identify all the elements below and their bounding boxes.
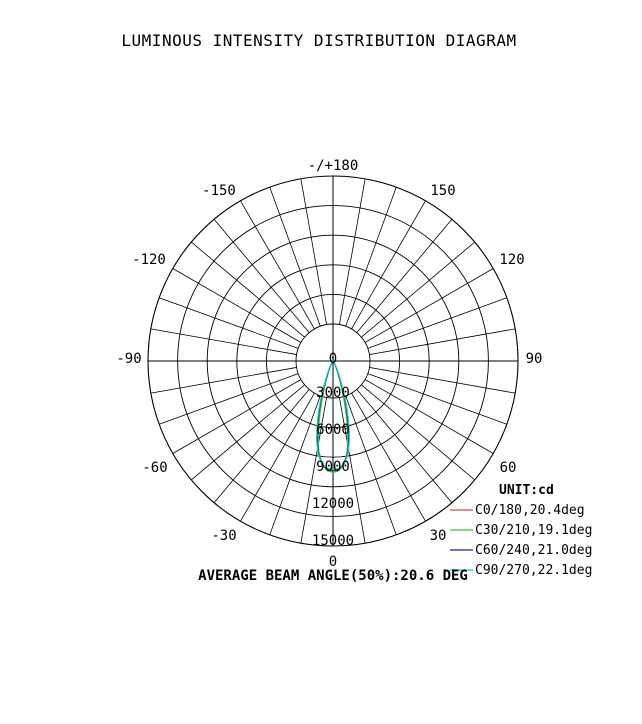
grid-spoke xyxy=(159,374,298,425)
average-beam-angle: AVERAGE BEAM ANGLE(50%):20.6 DEG xyxy=(198,568,468,584)
grid-spoke xyxy=(270,396,321,535)
legend-label-c60: C60/240,21.0deg xyxy=(475,543,593,558)
angle-label-60: 60 xyxy=(499,460,517,476)
grid-spoke xyxy=(270,187,321,326)
grid-spoke xyxy=(214,219,309,332)
grid-spoke xyxy=(369,329,515,355)
grid-spoke xyxy=(346,187,397,326)
grid-spoke xyxy=(369,367,515,393)
angle-label-120: 120 xyxy=(499,252,525,268)
grid-spoke xyxy=(357,389,452,502)
angle-label-neg90: -90 xyxy=(116,351,142,367)
grid-spoke xyxy=(151,367,297,393)
angle-label-neg150: -150 xyxy=(202,183,236,199)
angle-label-center: 0 xyxy=(328,351,338,367)
legend-label-c90: C90/270,22.1deg xyxy=(475,563,593,578)
ring-label-9000: 9000 xyxy=(316,459,350,475)
grid-spoke xyxy=(346,396,397,535)
ring-label-6000: 6000 xyxy=(316,422,350,438)
grid-spoke xyxy=(151,329,297,355)
legend-label-c30: C30/210,19.1deg xyxy=(475,523,593,538)
grid-spoke xyxy=(191,385,304,480)
angle-label-150: 150 xyxy=(430,183,456,199)
angle-label-0-bottom: 0 xyxy=(328,554,338,570)
angle-label-180: -/+180 xyxy=(307,158,359,174)
legend-label-c0: C0/180,20.4deg xyxy=(475,503,585,518)
ring-label-15000: 15000 xyxy=(311,533,355,549)
angle-label-90: 90 xyxy=(525,351,543,367)
ring-label-3000: 3000 xyxy=(316,385,350,401)
chart-title: LUMINOUS INTENSITY DISTRIBUTION DIAGRAM xyxy=(121,31,517,50)
legend-unit: UNIT:cd xyxy=(499,483,554,498)
grid-spoke xyxy=(368,298,507,349)
grid-spoke xyxy=(368,374,507,425)
angle-label-neg30: -30 xyxy=(211,528,237,544)
angle-label-neg120: -120 xyxy=(132,252,166,268)
angle-label-neg60: -60 xyxy=(142,460,168,476)
grid-spoke xyxy=(361,385,474,480)
grid-spoke xyxy=(159,298,298,349)
grid-spoke xyxy=(191,242,304,337)
angle-label-30: 30 xyxy=(429,528,447,544)
grid-spoke xyxy=(339,179,365,325)
grid-spoke xyxy=(214,389,309,502)
ring-label-12000: 12000 xyxy=(311,496,355,512)
grid-spoke xyxy=(357,219,452,332)
grid-spoke xyxy=(361,242,474,337)
legend xyxy=(450,483,592,578)
grid-spoke xyxy=(301,179,327,325)
